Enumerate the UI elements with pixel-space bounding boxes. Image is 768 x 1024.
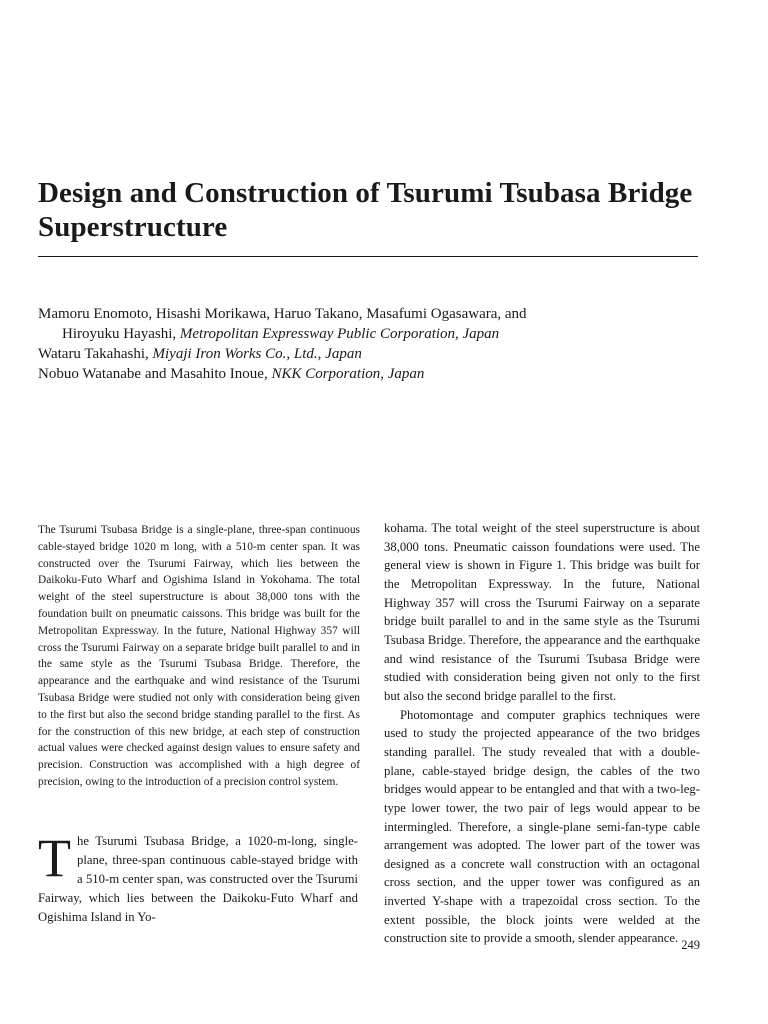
title-divider: [38, 256, 698, 257]
body-column-right: [384, 519, 700, 948]
author-line-1: [38, 304, 728, 324]
author-names: Wataru Takahashi,: [38, 346, 153, 362]
body-column-left: [38, 828, 358, 927]
author-names: Mamoru Enomoto, Hisashi Morikawa, Haruo Takano, Masafumi Ogasawara, and: [38, 306, 527, 322]
abstract: The Tsurumi Tsubasa Bridge is a single-plane, three-span continuous cable-stayed bridge 1020 m long, with a 510-m center span. It was constructed over the Tsurumi Fairway, which lies between the Daikoku-Futo Wharf and Ogishima Island in Yokohama. The total weight of the steel superstructure is about 38,000 tons with the foundation built on pneumatic caissons. This bridge was built for the Metropolitan Expressway. In the future, National Highway 357 will cross the Tsurumi Fairway on a separate bridge built parallel to and in the same style as the Tsurumi Tsubasa Bridge. Therefore, the appearance and the earthquake and wind resistance of the Tsurumi Tsubasa Bridge were studied not only with consideration being given to the first but also the second bridge standing parallel to the first. As for the construction of this new bridge, at each step of construction actual values were checked against design values to ensure safety and precision. Construction was accomplished with a high degree of precision, owing to the introduction of a precision control system.: [38, 524, 360, 788]
body-paragraph-continued: kohama. The total weight of the steel superstructure is about 38,000 tons. Pneumatic caisson foundations were used. The general view is shown in Figure 1. This bridge was built for the Metropolitan Expressway. In the future, National Highway 357 will cross the Tsurumi Fairway on a separate bridge built parallel to and in the same style as the Tsurumi Tsubasa Bridge. Therefore, the appearance and the earthquake and wind resistance of the Tsurumi Tsubasa Bridge were studied with consideration being given not only to the first but also the second bridge parallel to the first.: [384, 521, 700, 703]
author-names: Nobuo Watanabe and Masahito Inoue,: [38, 366, 272, 382]
author-line-4: [38, 364, 728, 384]
intro-paragraph: [38, 828, 358, 927]
author-list: [38, 304, 728, 384]
paper-title: Design and Construction of Tsurumi Tsubasa Bridge Superstructure: [38, 177, 693, 243]
author-affiliation: Miyaji Iron Works Co., Ltd., Japan: [152, 346, 362, 362]
body-paragraph-photomontage: Photomontage and computer graphics techniques were used to study the projected appearance of the two bridges standing parallel. The study revealed that with a double-plane, cable-stayed bridge design, the cables of the two bridges would appear to be entangled and that with a two-leg-type lower tower, the two pair of legs would appear to be intermingled. Therefore, a single-plane semi-fan-type cable arrangement was adopted. The lower part of the tower was designed as a concrete wall construction with an octagonal cross section, and the upper tower was configured as an inverted Y-shape with a trapezoidal cross section. To the extent possible, the block joints were welded at the construction site to provide a smooth, slender appearance.: [384, 707, 700, 946]
author-line-3: [38, 344, 728, 364]
drop-cap: T: [38, 828, 71, 888]
author-names: Hiroyuku Hayashi,: [62, 326, 180, 342]
author-affiliation: Metropolitan Expressway Public Corporation, Japan: [179, 326, 500, 342]
intro-text: he Tsurumi Tsubasa Bridge, a 1020-m-long, single-plane, three-span continuous cable-stayed bridge with a 510-m center span, was constructed over the Tsurumi Fairway, which lies between the Daikoku-Futo Wharf and Ogishima Island in Yo-: [38, 834, 358, 924]
page-number: 249: [681, 938, 700, 952]
author-affiliation: NKK Corporation, Japan: [271, 366, 425, 382]
author-line-2: [38, 324, 728, 344]
